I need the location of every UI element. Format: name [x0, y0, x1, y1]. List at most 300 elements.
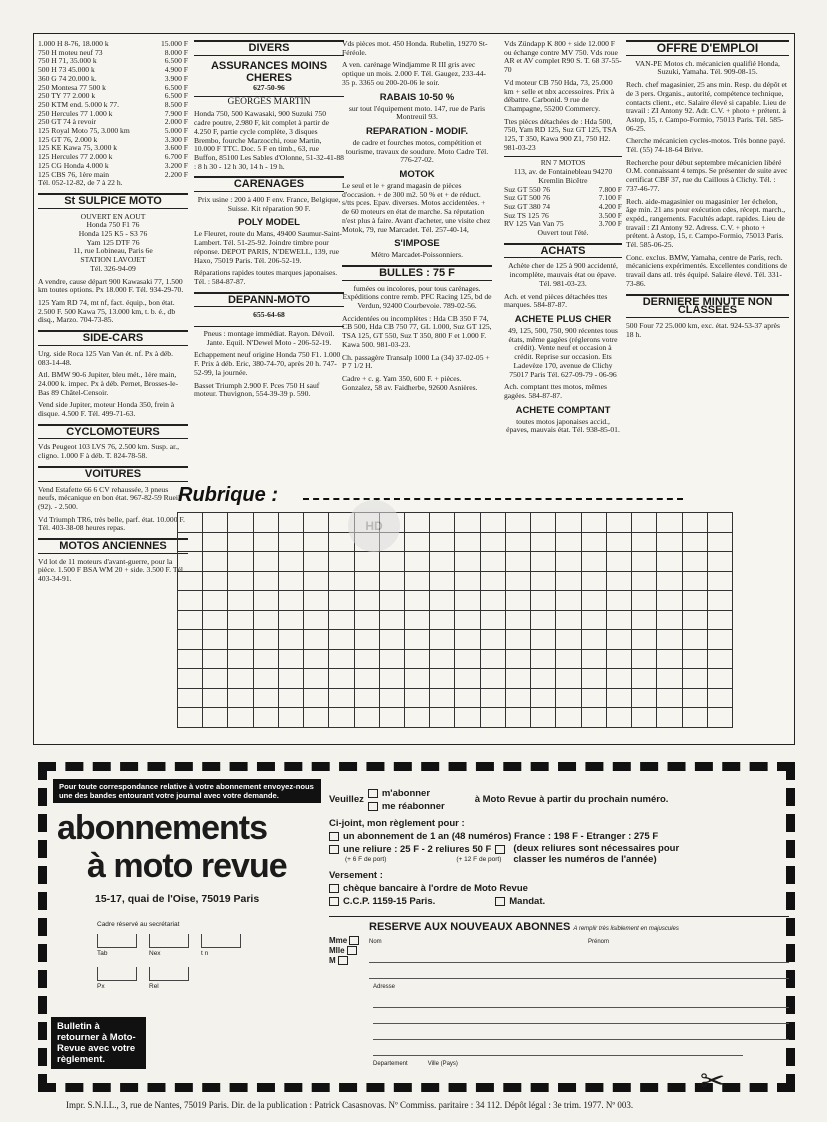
grid-cell[interactable]	[304, 650, 329, 670]
grid-cell[interactable]	[632, 552, 657, 572]
grid-cell[interactable]	[683, 552, 708, 572]
column-3	[342, 40, 492, 396]
grid-cell[interactable]	[203, 572, 228, 592]
grid-cell[interactable]	[683, 572, 708, 592]
rubrique-input-line[interactable]	[303, 488, 683, 500]
grid-cell[interactable]	[632, 513, 657, 533]
grid-cell[interactable]	[657, 650, 682, 670]
grid-cell[interactable]	[178, 669, 203, 689]
grid-cell[interactable]	[178, 689, 203, 709]
grid-cell[interactable]	[178, 611, 203, 631]
grid-cell[interactable]	[582, 611, 607, 631]
grid-cell[interactable]	[556, 611, 581, 631]
grid-cell[interactable]	[455, 689, 480, 709]
grid-cell[interactable]	[228, 591, 253, 611]
grid-cell[interactable]	[405, 708, 430, 728]
grid-cell[interactable]	[657, 689, 682, 709]
grid-cell[interactable]	[506, 650, 531, 670]
grid-cell[interactable]	[355, 630, 380, 650]
grid-cell[interactable]	[481, 591, 506, 611]
grid-cell[interactable]	[708, 611, 733, 631]
grid-cell[interactable]	[304, 630, 329, 650]
grid-cell[interactable]	[279, 650, 304, 670]
grid-cell[interactable]	[506, 689, 531, 709]
grid-cell[interactable]	[304, 708, 329, 728]
grid-cell[interactable]	[228, 552, 253, 572]
grid-cell[interactable]	[405, 650, 430, 670]
grid-cell[interactable]	[607, 513, 632, 533]
grid-cell[interactable]	[556, 650, 581, 670]
price-value: 6.500 F	[164, 56, 188, 66]
mme-checkbox[interactable]	[349, 936, 359, 945]
grid-cell[interactable]	[304, 591, 329, 611]
grid-cell[interactable]	[481, 552, 506, 572]
grid-cell[interactable]	[329, 572, 354, 592]
grid-cell[interactable]	[329, 689, 354, 709]
grid-cell[interactable]	[582, 513, 607, 533]
grid-cell[interactable]	[329, 630, 354, 650]
grid-cell[interactable]	[279, 689, 304, 709]
grid-cell[interactable]	[455, 572, 480, 592]
grid-cell[interactable]	[506, 533, 531, 553]
grid-cell[interactable]	[279, 572, 304, 592]
grid-cell[interactable]	[657, 572, 682, 592]
grid-cell[interactable]	[304, 669, 329, 689]
ville-label: Ville (Pays)	[427, 1061, 458, 1067]
grid-cell[interactable]	[657, 669, 682, 689]
grid-cell[interactable]	[607, 689, 632, 709]
grid-cell[interactable]	[405, 630, 430, 650]
grid-cell[interactable]	[455, 591, 480, 611]
grid-cell[interactable]	[430, 513, 455, 533]
grid-cell[interactable]	[556, 708, 581, 728]
cheque-checkbox[interactable]	[329, 884, 339, 893]
grid-cell[interactable]	[405, 513, 430, 533]
grid-cell[interactable]	[481, 611, 506, 631]
price-item: 250 Montesa 77 500 k	[38, 82, 106, 92]
grid-cell[interactable]	[708, 669, 733, 689]
reliure-note-1: (+ 6 F de port)	[345, 856, 387, 863]
grid-cell[interactable]	[657, 630, 682, 650]
grid-cell[interactable]	[632, 533, 657, 553]
grid-cell[interactable]	[279, 708, 304, 728]
grid-cell[interactable]	[582, 689, 607, 709]
grid-cell[interactable]	[329, 552, 354, 572]
grid-cell[interactable]	[355, 572, 380, 592]
coupon-address: 15-17, quai de l'Oise, 75019 Paris	[95, 893, 260, 905]
grid-cell[interactable]	[506, 669, 531, 689]
nom-input-2[interactable]	[369, 965, 789, 979]
grid-cell[interactable]	[683, 669, 708, 689]
poly-title: POLY MODEL	[238, 217, 300, 229]
grid-cell[interactable]	[178, 533, 203, 553]
grid-cell[interactable]	[582, 630, 607, 650]
grid-cell[interactable]	[481, 708, 506, 728]
achcompt2-ad: toutes motos japonaises accid., épaves, mauvais état. Tél. 938-85-01.	[506, 416, 620, 435]
grid-cell[interactable]	[380, 669, 405, 689]
grid-cell[interactable]	[632, 591, 657, 611]
grid-cell[interactable]	[683, 630, 708, 650]
grid-cell[interactable]	[582, 708, 607, 728]
grid-cell[interactable]	[430, 591, 455, 611]
grid-cell[interactable]	[632, 669, 657, 689]
grid-cell[interactable]	[279, 630, 304, 650]
grid-cell[interactable]	[355, 669, 380, 689]
grid-cell[interactable]	[329, 591, 354, 611]
abonnement-checkbox[interactable]	[329, 832, 339, 841]
grid-cell[interactable]	[430, 708, 455, 728]
grid-cell[interactable]	[304, 552, 329, 572]
grid-cell[interactable]	[380, 650, 405, 670]
grid-cell[interactable]	[304, 572, 329, 592]
grid-cell[interactable]	[380, 708, 405, 728]
price-item: 250 KTM end. 5.000 k 77.	[38, 99, 119, 109]
adresse-input-3[interactable]	[373, 1026, 789, 1040]
grid-cell[interactable]	[405, 572, 430, 592]
reabonner-label: me réabonner	[381, 801, 445, 812]
achete-ad: Achète cher de 125 à 900 accidenté, incomplète, mauvais état ou épave. Tél. 981-03-23.	[508, 261, 618, 288]
grid-cell[interactable]	[708, 630, 733, 650]
rn7-title: RN 7 MOTOS	[504, 156, 622, 168]
grid-cell[interactable]	[228, 611, 253, 631]
grid-cell[interactable]	[405, 689, 430, 709]
grid-cell[interactable]	[506, 552, 531, 572]
grid-cell[interactable]	[657, 513, 682, 533]
grid-cell[interactable]	[708, 708, 733, 728]
grid-cell[interactable]	[683, 591, 708, 611]
grid-cell[interactable]	[203, 552, 228, 572]
grid-cell[interactable]	[481, 513, 506, 533]
cyclo-ad: Vds Peugeot 103 LVS 76, 2.500 km. Susp. ar., cligno. 1.000 F à déb. T. 824-78-58.	[38, 442, 180, 461]
grid-cell[interactable]	[455, 630, 480, 650]
grid-cell[interactable]	[304, 513, 329, 533]
grid-cell[interactable]	[430, 611, 455, 631]
grid-cell[interactable]	[683, 533, 708, 553]
rn7-price-list	[504, 186, 622, 230]
m-checkbox[interactable]	[338, 956, 348, 965]
grid-cell[interactable]	[178, 650, 203, 670]
grid-cell[interactable]	[632, 572, 657, 592]
grid-cell[interactable]	[228, 689, 253, 709]
grid-cell[interactable]	[506, 611, 531, 631]
grid-cell[interactable]	[506, 572, 531, 592]
grid-cell[interactable]	[254, 513, 279, 533]
ccp-label: C.C.P. 1159-15 Paris.	[343, 896, 436, 907]
adresse-input-2[interactable]	[373, 1010, 789, 1024]
grid-cell[interactable]	[203, 689, 228, 709]
basset-ad: Basset Triumph 2.900 F. Pces 750 H sauf moteur. Thuvignon, 554-39-39 p. 590.	[194, 380, 320, 399]
grid-cell[interactable]	[380, 591, 405, 611]
grid-cell[interactable]	[607, 591, 632, 611]
grid-cell[interactable]	[481, 630, 506, 650]
grid-cell[interactable]	[203, 533, 228, 553]
voiture-ad: Vend Estafette 66 6 CV rehaussée, 3 pneus neufs, mécanique en bon état. 967-82-59 Rueil (92). - 2.500.	[38, 484, 181, 511]
grid-cell[interactable]	[506, 591, 531, 611]
grid-cell[interactable]	[481, 669, 506, 689]
grid-cell[interactable]	[708, 591, 733, 611]
column-4	[504, 40, 622, 439]
grid-cell[interactable]	[607, 611, 632, 631]
grid-cell[interactable]	[254, 611, 279, 631]
stsulpice-line: OUVERT EN AOUT	[80, 211, 146, 221]
versement-label: Versement :	[329, 870, 383, 881]
grid-cell[interactable]	[329, 611, 354, 631]
grid-cell[interactable]	[203, 513, 228, 533]
grid-cell[interactable]	[582, 533, 607, 553]
grid-cell[interactable]	[228, 630, 253, 650]
grid-cell[interactable]	[531, 572, 556, 592]
grid-cell[interactable]	[582, 591, 607, 611]
grid-cell[interactable]	[657, 611, 682, 631]
ccp-checkbox[interactable]	[329, 897, 339, 906]
grid-cell[interactable]	[481, 572, 506, 592]
grid-cell[interactable]	[178, 552, 203, 572]
grid-cell[interactable]	[355, 611, 380, 631]
grid-cell[interactable]	[708, 533, 733, 553]
grid-cell[interactable]	[683, 708, 708, 728]
grid-cell[interactable]	[405, 533, 430, 553]
remplir-label: A remplir très lisiblement en majuscules	[573, 926, 679, 932]
sidecar-ad: Atl. BMW 90-6 Jupiter, bleu mét., 1ère main, 24.000 k. impec. Px à déb. Pernet, Brosses-le-Bas 89 Châtel-Censoir.	[38, 370, 179, 397]
grid-cell[interactable]	[228, 650, 253, 670]
grid-cell[interactable]	[531, 611, 556, 631]
mlle-checkbox[interactable]	[347, 946, 357, 955]
grid-cell[interactable]	[228, 708, 253, 728]
grid-cell[interactable]	[531, 591, 556, 611]
grid-cell[interactable]	[607, 572, 632, 592]
grid-cell[interactable]	[430, 689, 455, 709]
grid-cell[interactable]	[430, 650, 455, 670]
grid-cell[interactable]	[228, 533, 253, 553]
reabonner-checkbox[interactable]	[368, 802, 378, 811]
grid-cell[interactable]	[279, 669, 304, 689]
reliure2-checkbox[interactable]	[495, 845, 505, 854]
grid-cell[interactable]	[506, 708, 531, 728]
grid-cell[interactable]	[380, 611, 405, 631]
veuillez-label: Veuillez	[329, 794, 364, 805]
grid-cell[interactable]	[683, 689, 708, 709]
grid-cell[interactable]	[632, 650, 657, 670]
achvend-ad: Ach. et vend pièces détachées ttes marques. 584-87-87.	[504, 291, 608, 310]
price-value: 2.000 F	[164, 117, 188, 127]
grid-cell[interactable]	[203, 591, 228, 611]
grid-cell[interactable]	[380, 689, 405, 709]
grid-cell[interactable]	[556, 669, 581, 689]
grid-cell[interactable]	[632, 689, 657, 709]
grid-cell[interactable]	[355, 650, 380, 670]
grid-cell[interactable]	[607, 669, 632, 689]
grid-cell[interactable]	[455, 708, 480, 728]
grid-cell[interactable]	[430, 630, 455, 650]
grid-cell[interactable]	[607, 630, 632, 650]
depann-title: DEPANN-MOTO	[194, 292, 344, 308]
grid-cell[interactable]	[708, 552, 733, 572]
grid-cell[interactable]	[683, 650, 708, 670]
grid-cell[interactable]	[355, 689, 380, 709]
grid-cell[interactable]	[355, 552, 380, 572]
rn7-price: 7.800 F	[598, 184, 622, 194]
grid-cell[interactable]	[405, 611, 430, 631]
ci-joint-label: Ci-joint, mon règlement pour :	[329, 818, 465, 829]
grid-cell[interactable]	[708, 689, 733, 709]
grid-cell[interactable]	[254, 650, 279, 670]
grid-cell[interactable]	[430, 669, 455, 689]
grid-cell[interactable]	[279, 513, 304, 533]
reparation-title: REPARATION - MODIF.	[365, 125, 469, 137]
grid-cell[interactable]	[380, 552, 405, 572]
grid-cell[interactable]	[430, 552, 455, 572]
grid-cell[interactable]	[254, 552, 279, 572]
grid-cell[interactable]	[556, 630, 581, 650]
grid-cell[interactable]	[304, 611, 329, 631]
grid-cell[interactable]	[203, 650, 228, 670]
ville-input[interactable]	[373, 1042, 743, 1056]
grid-cell[interactable]	[254, 708, 279, 728]
grid-cell[interactable]	[455, 552, 480, 572]
grid-cell[interactable]	[405, 591, 430, 611]
martin-title: GEORGES MARTIN	[194, 96, 344, 108]
grid-cell[interactable]	[405, 669, 430, 689]
grid-cell[interactable]	[254, 572, 279, 592]
grid-cell[interactable]	[506, 630, 531, 650]
price-value: 15.000 F	[160, 40, 188, 48]
grid-cell[interactable]	[355, 591, 380, 611]
grid-cell[interactable]	[531, 630, 556, 650]
grid-cell[interactable]	[657, 552, 682, 572]
grid-cell[interactable]	[329, 708, 354, 728]
grid-cell[interactable]	[254, 689, 279, 709]
grid-cell[interactable]	[657, 708, 682, 728]
grid-cell[interactable]	[304, 689, 329, 709]
grid-cell[interactable]	[455, 650, 480, 670]
grid-cell[interactable]	[254, 533, 279, 553]
grid-cell[interactable]	[531, 708, 556, 728]
grid-cell[interactable]	[556, 591, 581, 611]
reliure-checkbox[interactable]	[329, 845, 339, 854]
mandat-checkbox[interactable]	[495, 897, 505, 906]
grid-cell[interactable]	[178, 708, 203, 728]
grid-cell[interactable]	[582, 572, 607, 592]
grid-cell[interactable]	[531, 669, 556, 689]
sec-field: Tab	[97, 950, 108, 957]
rn7-item: RV 125 Van Van 75	[504, 219, 564, 229]
grid-cell[interactable]	[178, 630, 203, 650]
grid-cell[interactable]	[632, 708, 657, 728]
grid-cell[interactable]	[556, 552, 581, 572]
grid-cell[interactable]	[203, 630, 228, 650]
grid-cell[interactable]	[355, 708, 380, 728]
grid-cell[interactable]	[531, 650, 556, 670]
grid-cell[interactable]	[582, 669, 607, 689]
grid-cell[interactable]	[329, 650, 354, 670]
grid-cell[interactable]	[657, 533, 682, 553]
price-item: 125 Hercules 77 2.000 k	[38, 152, 113, 162]
grid-cell[interactable]	[228, 513, 253, 533]
grid-cell[interactable]	[329, 669, 354, 689]
price-value: 6.500 F	[164, 91, 188, 101]
grid-cell[interactable]	[254, 591, 279, 611]
grid-cell[interactable]	[455, 611, 480, 631]
grid-cell[interactable]	[607, 708, 632, 728]
grid-cell[interactable]	[178, 591, 203, 611]
grid-cell[interactable]	[380, 572, 405, 592]
grid-cell[interactable]	[481, 650, 506, 670]
grid-cell[interactable]	[556, 533, 581, 553]
grid-cell[interactable]	[203, 708, 228, 728]
grid-cell[interactable]	[203, 611, 228, 631]
grid-cell[interactable]	[228, 572, 253, 592]
price-value: 6.700 F	[164, 152, 188, 162]
grid-cell[interactable]	[279, 533, 304, 553]
grid-cell[interactable]	[455, 669, 480, 689]
rubrique-grid[interactable]	[177, 512, 733, 728]
grid-cell[interactable]	[632, 611, 657, 631]
grid-cell[interactable]	[455, 533, 480, 553]
grid-cell[interactable]	[582, 650, 607, 670]
grid-cell[interactable]	[481, 533, 506, 553]
abonner-checkbox[interactable]	[368, 789, 378, 798]
grid-cell[interactable]	[531, 689, 556, 709]
grid-cell[interactable]	[430, 572, 455, 592]
grid-cell[interactable]	[203, 669, 228, 689]
grid-cell[interactable]	[531, 513, 556, 533]
grid-cell[interactable]	[304, 533, 329, 553]
grid-cell[interactable]	[178, 572, 203, 592]
grid-cell[interactable]	[430, 533, 455, 553]
echapp-ad: Echappement neuf origine Honda 750 F1. 1.000 F. Prix à déb. Eric, 380-74-70, après 20 h. 747-52-99, la journée.	[194, 350, 341, 377]
grid-cell[interactable]	[607, 552, 632, 572]
nom-input[interactable]	[369, 949, 789, 963]
grid-cell[interactable]	[380, 630, 405, 650]
grid-cell[interactable]	[405, 552, 430, 572]
grid-cell[interactable]	[254, 669, 279, 689]
grid-cell[interactable]	[708, 572, 733, 592]
grid-cell[interactable]	[279, 611, 304, 631]
grid-cell[interactable]	[481, 689, 506, 709]
grid-cell[interactable]	[683, 611, 708, 631]
grid-cell[interactable]	[607, 650, 632, 670]
grid-cell[interactable]	[531, 552, 556, 572]
ad-kawasaki: A vendre, cause départ 900 Kawasaki 77, 1.500 km toutes options. Px 18.000 F. Tél. 934-29-70.	[38, 276, 184, 295]
grid-cell[interactable]	[531, 533, 556, 553]
grid-cell[interactable]	[254, 630, 279, 650]
grid-cell[interactable]	[556, 689, 581, 709]
grid-cell[interactable]	[683, 513, 708, 533]
grid-cell[interactable]	[556, 572, 581, 592]
grid-cell[interactable]	[279, 552, 304, 572]
aide-ad: Rech. aide-magasinier ou magasinier 1er échelon, âge min. 21 ans pour exécution cdes, récept. march., expéd., rangements. Facultés adapt. rapides. Lieu de travail : ZI Antony 92. Adress. C.V. + photo + prétent. à Astop, 15, r. Campo-Formio, 75013 Paris. Tél. 585-06-25.	[626, 196, 786, 250]
grid-cell[interactable]	[657, 591, 682, 611]
adresse-input[interactable]	[373, 994, 789, 1008]
grid-cell[interactable]	[455, 513, 480, 533]
grid-cell[interactable]	[582, 552, 607, 572]
grid-cell[interactable]	[708, 513, 733, 533]
grid-cell[interactable]	[279, 591, 304, 611]
windjamme-ad: A ven. carénage Windjamme R III gris avec optique un mois. 2.000 F. Tél. Gaugez, 233-44-35 p. 3365 ou 200-20-06 le soir.	[342, 60, 486, 87]
grid-cell[interactable]	[556, 513, 581, 533]
grid-cell[interactable]	[632, 630, 657, 650]
derniere-ad: 500 Four 72 25.000 km, exc. état. 924-53-37 après 18 h.	[626, 320, 780, 339]
cadre-ad: Cadre + c. g. Yam 350, 600 F. + pièces. Gonzalez, 58 av. Faidherbe, 92600 Asnières.	[342, 373, 478, 392]
grid-cell[interactable]	[228, 669, 253, 689]
grid-cell[interactable]	[178, 513, 203, 533]
grid-cell[interactable]	[506, 513, 531, 533]
grid-cell[interactable]	[607, 533, 632, 553]
price-value: 6.500 F	[164, 82, 188, 92]
transalp-ad: Ch. passagère Transalp 1000 La (34) 37-02-05 + P 7 1/2 H.	[342, 352, 490, 371]
martin-ad: Honda 750, 500 Kawasaki, 900 Suzuki 750 cadre poutre, 2.980 F, kit complet à partir de 4.250 F, partie cycle complète, 3 disques Brembo, fourche Marzocchi, roue Martin, 10.000 F TTC. Doc. 5 F en timb., 63, rue Buffon, 85100 Les Sables d'Olonne, 51-32-41-88 : 8 h 30 - 12 h 30, 14 h - 19 h.	[194, 109, 344, 171]
grid-cell[interactable]	[708, 650, 733, 670]
